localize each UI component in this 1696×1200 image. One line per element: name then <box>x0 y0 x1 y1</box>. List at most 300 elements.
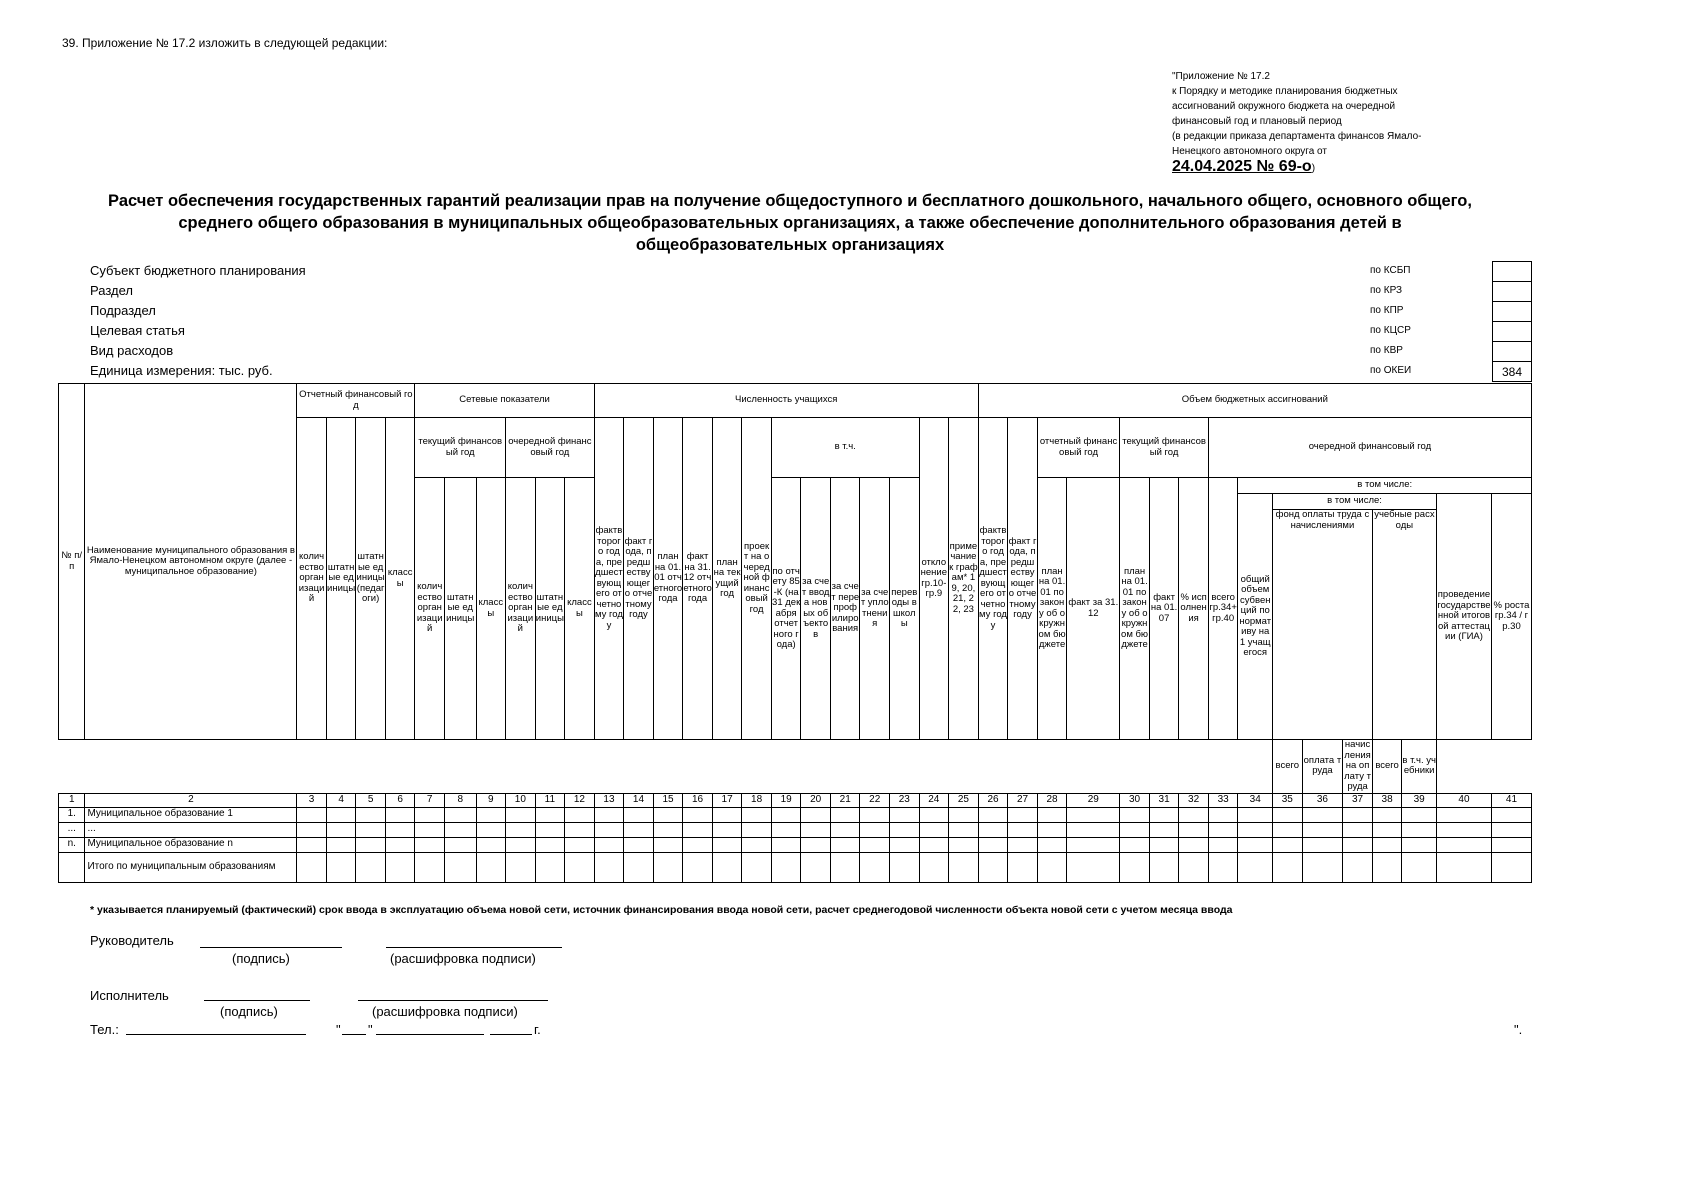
table-cell[interactable] <box>1302 852 1343 882</box>
table-cell[interactable] <box>1149 837 1179 852</box>
table-cell[interactable] <box>1491 822 1531 837</box>
col-header-6: классы <box>385 418 415 740</box>
table-row <box>59 837 1532 852</box>
col-header-37: начисления на оплату труда <box>1344 739 1371 792</box>
table-cell[interactable] <box>1067 822 1120 837</box>
table-cell[interactable] <box>297 852 327 882</box>
table-cell[interactable] <box>297 822 327 837</box>
table-cell[interactable] <box>830 807 860 822</box>
grp-students: Численность учащихся <box>594 384 978 418</box>
row-name: ... <box>85 822 297 837</box>
column-number: 18 <box>742 793 772 807</box>
executor-sign-caption: (подпись) <box>220 1004 278 1019</box>
row-np: ... <box>59 822 85 837</box>
executor-decode-line[interactable] <box>358 1000 548 1001</box>
table-cell[interactable] <box>415 807 445 822</box>
table-cell[interactable] <box>1402 852 1437 882</box>
table-cell[interactable] <box>1273 822 1303 837</box>
table-cell[interactable] <box>565 837 595 852</box>
column-number: 41 <box>1491 793 1531 807</box>
table-cell[interactable] <box>1436 807 1491 822</box>
table-cell[interactable] <box>1402 807 1437 822</box>
col-header-3: количество организаций <box>297 418 327 740</box>
table-cell[interactable] <box>653 807 683 822</box>
table-cell[interactable] <box>1037 822 1067 837</box>
column-number: 8 <box>444 793 476 807</box>
head-sign-line[interactable] <box>200 947 342 948</box>
table-cell[interactable] <box>1120 852 1150 882</box>
meta-label: Субъект бюджетного планирования <box>90 263 306 278</box>
table-cell[interactable] <box>1238 852 1273 882</box>
meta-value-box <box>1492 341 1532 361</box>
table-cell[interactable] <box>742 837 772 852</box>
table-cell[interactable] <box>978 837 1008 852</box>
table-cell[interactable] <box>326 807 356 822</box>
table-cell[interactable] <box>742 807 772 822</box>
column-number: 6 <box>385 793 415 807</box>
table-cell[interactable] <box>535 807 565 822</box>
table-cell[interactable] <box>919 852 949 882</box>
table-cell[interactable] <box>653 852 683 882</box>
executor-sign-line[interactable] <box>204 1000 310 1001</box>
col-header-18: проект на очередной финансовый год <box>742 418 772 740</box>
table-cell[interactable] <box>1179 852 1209 882</box>
table-cell[interactable] <box>949 852 979 882</box>
table-cell[interactable] <box>1491 837 1531 852</box>
sub-incl: в т.ч. <box>771 418 919 478</box>
meta-code: по КВР <box>1370 345 1403 356</box>
table-cell[interactable] <box>1402 822 1437 837</box>
table-cell[interactable] <box>1238 837 1273 852</box>
col-header-15: план на 01.01 отчетного года <box>653 418 683 740</box>
column-number: 31 <box>1149 793 1179 807</box>
table-cell[interactable] <box>356 852 386 882</box>
table-cell[interactable] <box>860 837 890 852</box>
table-cell[interactable] <box>683 852 713 882</box>
phone-line[interactable] <box>126 1034 306 1035</box>
column-number: 35 <box>1273 793 1303 807</box>
table-cell[interactable] <box>978 822 1008 837</box>
table-cell[interactable] <box>1149 852 1179 882</box>
column-number: 30 <box>1120 793 1150 807</box>
footnote: * указывается планируемый (фактический) срок ввода в эксплуатацию объема новой сети, источник финансирования ввода новой сети, расчет среднегодовой численности объекта новой сети с учетом месяца ввода <box>90 904 1233 916</box>
table-cell[interactable] <box>1302 822 1343 837</box>
table-cell[interactable] <box>830 837 860 852</box>
table-cell[interactable] <box>1208 852 1238 882</box>
sub-edu-expenses: учебные расходы <box>1372 510 1436 740</box>
date-month-line[interactable] <box>376 1034 484 1035</box>
col-header-23: переводы в школы <box>890 478 920 740</box>
table-cell[interactable] <box>860 807 890 822</box>
table-cell[interactable] <box>919 807 949 822</box>
table-cell[interactable] <box>624 837 654 852</box>
table-cell[interactable] <box>860 852 890 882</box>
table-cell[interactable] <box>506 837 536 852</box>
table-cell[interactable] <box>890 822 920 837</box>
table-cell[interactable] <box>385 822 415 837</box>
col-header-27: факт года, предшествующего отчетному году <box>1008 418 1038 740</box>
table-cell[interactable] <box>801 837 831 852</box>
table-cell[interactable] <box>415 852 445 882</box>
column-number: 16 <box>683 793 713 807</box>
table-cell[interactable] <box>1343 822 1373 837</box>
column-number: 36 <box>1302 793 1343 807</box>
column-number: 33 <box>1208 793 1238 807</box>
table-cell[interactable] <box>712 807 742 822</box>
col-header-41: % роста гр.34 / гр.30 <box>1491 494 1531 740</box>
date-year-line[interactable] <box>490 1034 532 1035</box>
head-signature-label: Руководитель <box>90 933 174 948</box>
sub-current-year-2: текущий финансовый год <box>1120 418 1209 478</box>
table-cell[interactable] <box>476 852 506 882</box>
annex-ref-close: ) <box>1311 163 1316 174</box>
column-number: 19 <box>771 793 801 807</box>
head-decode-line[interactable] <box>386 947 562 948</box>
table-cell[interactable] <box>1149 807 1179 822</box>
table-cell[interactable] <box>297 837 327 852</box>
table-cell[interactable] <box>1037 837 1067 852</box>
table-cell[interactable] <box>919 837 949 852</box>
table-cell[interactable] <box>683 807 713 822</box>
col-header-28: план на 01.01 по закону об окружном бюджете <box>1037 478 1067 740</box>
table-cell[interactable] <box>385 852 415 882</box>
table-cell[interactable] <box>1067 837 1120 852</box>
annex-header <box>1172 69 1502 176</box>
table-row <box>59 822 1532 837</box>
annex-line: "Приложение № 17.2 <box>1172 71 1270 82</box>
table-cell[interactable] <box>594 837 624 852</box>
grp-budget: Объем бюджетных ассигнований <box>978 384 1531 418</box>
col-header-33: всего гр.34+гр.40 <box>1208 478 1238 740</box>
col-header-36: оплата труда <box>1302 740 1343 794</box>
table-cell[interactable] <box>624 807 654 822</box>
executor-decode-caption: (расшифровка подписи) <box>372 1004 518 1019</box>
table-cell[interactable] <box>890 837 920 852</box>
table-cell[interactable] <box>1402 837 1437 852</box>
table-cell[interactable] <box>535 837 565 852</box>
table-cell[interactable] <box>1008 807 1038 822</box>
date-close-quote: " <box>368 1022 373 1037</box>
col-header-29: факт за 31.12 <box>1067 478 1120 740</box>
sub-fot: фонд оплаты труда с начислениями <box>1273 510 1373 740</box>
column-number: 39 <box>1402 793 1437 807</box>
table-cell[interactable] <box>415 837 445 852</box>
table-cell[interactable] <box>1273 807 1303 822</box>
column-number: 2 <box>85 793 297 807</box>
annex-line: ассигнований окружного бюджета на очередной <box>1172 101 1396 112</box>
table-cell[interactable] <box>1208 822 1238 837</box>
table-cell[interactable] <box>771 837 801 852</box>
annex-line: финансовый год и плановый период <box>1172 116 1342 127</box>
table-cell[interactable] <box>1037 807 1067 822</box>
table-cell[interactable] <box>1302 837 1343 852</box>
table-row <box>59 807 1532 822</box>
table-cell[interactable] <box>1179 837 1209 852</box>
table-cell[interactable] <box>594 807 624 822</box>
col-header-14: факт года, предшествующего отчетному году <box>624 418 654 740</box>
table-cell[interactable] <box>830 822 860 837</box>
meta-label: Подраздел <box>90 303 156 318</box>
end-quote-mark: ". <box>1514 1022 1523 1037</box>
col-header-19: по отчету 85-К (на 31 декабря отчетного года) <box>771 478 801 740</box>
table-cell[interactable] <box>444 822 476 837</box>
table-cell[interactable] <box>1491 807 1531 822</box>
phone-label: Тел.: <box>90 1022 119 1037</box>
column-number: 9 <box>476 793 506 807</box>
table-cell[interactable] <box>506 852 536 882</box>
col-header-25: примечание к графам* 19, 20, 21, 22, 23 <box>949 418 979 740</box>
column-number: 40 <box>1436 793 1491 807</box>
table-cell[interactable] <box>890 807 920 822</box>
column-number: 21 <box>830 793 860 807</box>
date-day-line[interactable] <box>342 1034 366 1035</box>
table-cell[interactable] <box>444 837 476 852</box>
column-number: 4 <box>326 793 356 807</box>
table-cell[interactable] <box>1273 837 1303 852</box>
col-header-11: штатные единицы <box>535 478 565 740</box>
annex-line: (в редакции приказа департамента финансов Ямало- <box>1172 131 1422 142</box>
table-cell[interactable] <box>476 837 506 852</box>
table-cell[interactable] <box>1120 822 1150 837</box>
column-number: 14 <box>624 793 654 807</box>
column-number: 28 <box>1037 793 1067 807</box>
table-cell[interactable] <box>385 807 415 822</box>
table-cell[interactable] <box>535 822 565 837</box>
table-cell[interactable] <box>506 822 536 837</box>
meta-value-box: 384 <box>1492 361 1532 382</box>
table-cell[interactable] <box>978 807 1008 822</box>
column-number: 12 <box>565 793 595 807</box>
table-cell[interactable] <box>890 852 920 882</box>
table-cell[interactable] <box>1179 822 1209 837</box>
table-cell[interactable] <box>742 822 772 837</box>
meta-block <box>90 261 1530 381</box>
col-header-10: количество организаций <box>506 478 536 740</box>
table-cell[interactable] <box>356 837 386 852</box>
table-cell[interactable] <box>771 822 801 837</box>
col-header-17: план на текущий год <box>712 418 742 740</box>
document-title: Расчет обеспечения государственных гарантий реализации прав на получение общедоступного и бесплатного дошкольного, начального общего, основного общего, среднего общего образования в муниципальных общеобразовательных организациях, а также обеспечение дополнительного образования детей в общеобразовательных организациях <box>108 192 1472 254</box>
table-cell[interactable] <box>1343 837 1373 852</box>
table-cell[interactable] <box>683 822 713 837</box>
col-header-5: штатные единицы (педагоги) <box>356 418 386 740</box>
col-header-4: штатные единицы <box>326 418 356 740</box>
column-number: 7 <box>415 793 445 807</box>
col-header-name: Наименование муниципального образования в Ямало-Ненецком автономном округе (далее - муниципальное образование) <box>85 384 297 740</box>
spacer <box>1436 740 1531 794</box>
table-cell[interactable] <box>356 807 386 822</box>
meta-label: Вид расходов <box>90 343 174 358</box>
table-cell[interactable] <box>1343 807 1373 822</box>
table-cell[interactable] <box>1149 822 1179 837</box>
meta-value-box <box>1492 301 1532 321</box>
table-cell[interactable] <box>565 852 595 882</box>
table-cell[interactable] <box>1302 807 1343 822</box>
table-cell[interactable] <box>1120 807 1150 822</box>
col-header-9: классы <box>476 478 506 740</box>
sub-incl-3: в том числе: <box>1273 494 1437 510</box>
table-cell[interactable] <box>1343 852 1373 882</box>
table-cell[interactable] <box>1008 837 1038 852</box>
table-cell[interactable] <box>1208 837 1238 852</box>
column-number-row <box>59 793 1532 807</box>
table-cell[interactable] <box>1008 852 1038 882</box>
table-cell[interactable] <box>624 822 654 837</box>
meta-row <box>90 261 1530 281</box>
table-cell[interactable] <box>624 852 654 882</box>
table-cell[interactable] <box>683 837 713 852</box>
meta-label: Единица измерения: тыс. руб. <box>90 363 273 378</box>
meta-row <box>90 281 1530 301</box>
meta-label: Целевая статья <box>90 323 185 338</box>
table-cell[interactable] <box>771 807 801 822</box>
column-number: 34 <box>1238 793 1273 807</box>
row-np: 1. <box>59 807 85 822</box>
meta-code: по КПР <box>1370 305 1404 316</box>
meta-value-box <box>1492 261 1532 281</box>
table-cell[interactable] <box>949 807 979 822</box>
table-cell[interactable] <box>1491 852 1531 882</box>
table-cell[interactable] <box>594 852 624 882</box>
table-cell[interactable] <box>1067 852 1120 882</box>
row-name: Муниципальное образование 1 <box>85 807 297 822</box>
annex-line: к Порядку и методике планирования бюджетных <box>1172 86 1398 97</box>
col-header-22: за счет уплотнения <box>860 478 890 740</box>
table-cell[interactable] <box>978 852 1008 882</box>
table-cell[interactable] <box>949 837 979 852</box>
table-cell[interactable] <box>742 852 772 882</box>
col-header-16: факт на 31.12 отчетного года <box>683 418 713 740</box>
table-cell[interactable] <box>1372 822 1402 837</box>
table-cell[interactable] <box>801 852 831 882</box>
table-cell[interactable] <box>356 822 386 837</box>
column-number: 26 <box>978 793 1008 807</box>
table-cell[interactable] <box>1273 852 1303 882</box>
table-cell[interactable] <box>444 807 476 822</box>
col-header-39: в т.ч. учебники <box>1402 740 1437 794</box>
grp-network: Сетевые показатели <box>415 384 594 418</box>
annex-order-ref: 24.04.2025 № 69-о <box>1172 158 1312 175</box>
table-cell[interactable] <box>712 852 742 882</box>
table-cell[interactable] <box>801 807 831 822</box>
table-cell[interactable] <box>1238 822 1273 837</box>
table-cell[interactable] <box>326 822 356 837</box>
meta-value-box <box>1492 321 1532 341</box>
sub-incl-2: в том числе: <box>1238 478 1532 494</box>
table-cell[interactable] <box>1436 852 1491 882</box>
table-cell[interactable] <box>712 822 742 837</box>
table-cell[interactable] <box>326 837 356 852</box>
table-cell[interactable] <box>565 807 595 822</box>
table-cell[interactable] <box>326 852 356 882</box>
meta-code: по КСБП <box>1370 265 1411 276</box>
col-header-13: фактвторого года, предшествующего отчетному году <box>594 418 624 740</box>
table-cell[interactable] <box>1008 822 1038 837</box>
table-cell[interactable] <box>476 822 506 837</box>
table-cell[interactable] <box>565 822 595 837</box>
column-number: 38 <box>1372 793 1402 807</box>
table-cell[interactable] <box>415 822 445 837</box>
spacer <box>59 740 1273 794</box>
table-cell[interactable] <box>1179 807 1209 822</box>
table-cell[interactable] <box>535 852 565 882</box>
table-cell[interactable] <box>1120 837 1150 852</box>
sub-next-year-2: очередной финансовый год <box>1208 418 1531 478</box>
meta-code: по КРЗ <box>1370 285 1403 296</box>
table-cell[interactable] <box>949 822 979 837</box>
col-header-7: количество организаций <box>415 478 445 740</box>
executor-signature-label: Исполнитель <box>90 988 169 1003</box>
meta-row <box>90 321 1530 341</box>
head-decode-caption: (расшифровка подписи) <box>390 951 536 966</box>
meta-row <box>90 301 1530 321</box>
column-number: 29 <box>1067 793 1120 807</box>
table-cell[interactable] <box>653 837 683 852</box>
table-cell[interactable] <box>1372 807 1402 822</box>
grp-report-year: Отчетный финансовый год <box>297 384 415 418</box>
column-number: 25 <box>949 793 979 807</box>
table-cell[interactable] <box>1208 807 1238 822</box>
calculation-table <box>58 383 1532 883</box>
col-header-20: за счет ввода новых объектов <box>801 478 831 740</box>
table-cell[interactable] <box>444 852 476 882</box>
col-header-32: % исполнения <box>1179 478 1209 740</box>
col-header-35: всего <box>1273 740 1303 794</box>
table-cell[interactable] <box>1372 852 1402 882</box>
col-header-30: план на 01.01 по закону об окружном бюджете <box>1120 478 1150 740</box>
table-cell[interactable] <box>1037 852 1067 882</box>
table-cell[interactable] <box>506 807 536 822</box>
column-number: 10 <box>506 793 536 807</box>
table-cell[interactable] <box>297 807 327 822</box>
meta-code: по КЦСР <box>1370 325 1411 336</box>
column-number: 5 <box>356 793 386 807</box>
table-cell[interactable] <box>653 822 683 837</box>
table-cell[interactable] <box>1436 822 1491 837</box>
sub-report-year: отчетный финансовый год <box>1037 418 1119 478</box>
col-header-38: всего <box>1372 740 1402 794</box>
table-cell[interactable] <box>1372 837 1402 852</box>
annex-line: Ненецкого автономного округа от <box>1172 146 1327 157</box>
intro-text: 39. Приложение № 17.2 изложить в следующей редакции: <box>62 36 388 50</box>
table-cell[interactable] <box>385 837 415 852</box>
table-cell[interactable] <box>1436 837 1491 852</box>
date-year-suffix: г. <box>534 1022 541 1037</box>
table-cell[interactable] <box>830 852 860 882</box>
table-cell[interactable] <box>594 822 624 837</box>
table-cell[interactable] <box>860 822 890 837</box>
meta-row <box>90 341 1530 361</box>
column-number: 24 <box>919 793 949 807</box>
table-cell[interactable] <box>919 822 949 837</box>
table-cell[interactable] <box>1067 807 1120 822</box>
col-header-12: классы <box>565 478 595 740</box>
table-cell[interactable] <box>712 837 742 852</box>
column-number: 15 <box>653 793 683 807</box>
table-cell[interactable] <box>801 822 831 837</box>
column-number: 17 <box>712 793 742 807</box>
table-cell[interactable] <box>771 852 801 882</box>
sub-current-year: текущий финансовый год <box>415 418 506 478</box>
col-header-26: фактвторого года, предшествующего отчетному году <box>978 418 1008 740</box>
table-cell[interactable] <box>476 807 506 822</box>
col-header-40: проведение государственной итоговой аттестации (ГИА) <box>1436 494 1491 740</box>
meta-value-box <box>1492 281 1532 301</box>
calculation-table-wrap <box>58 383 1532 883</box>
column-number: 32 <box>1179 793 1209 807</box>
table-cell[interactable] <box>1238 807 1273 822</box>
column-number: 23 <box>890 793 920 807</box>
